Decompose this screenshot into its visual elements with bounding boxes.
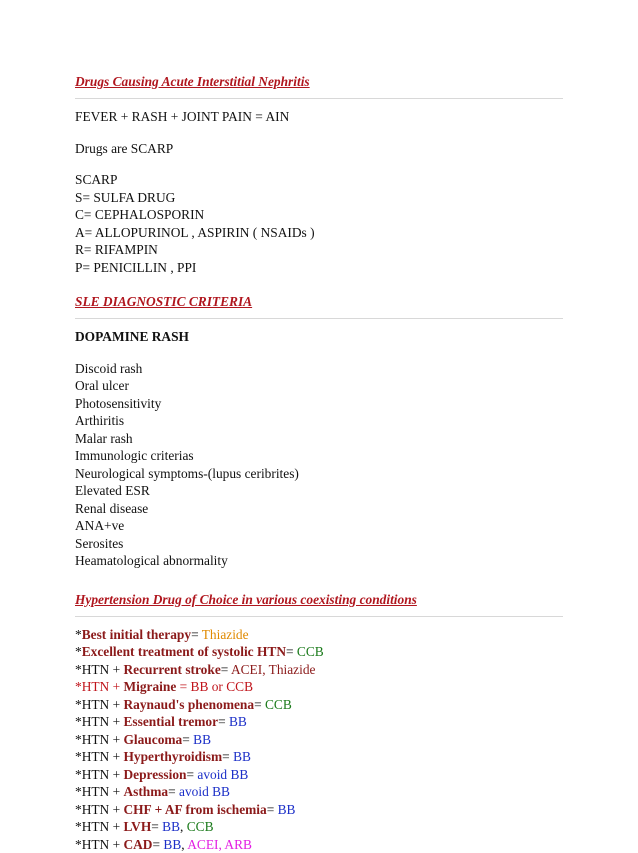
drug: BB (162, 819, 180, 834)
criteria-item: Malar rash (75, 430, 563, 448)
equals: = (222, 749, 233, 764)
drug: Thiazide (202, 627, 249, 642)
drug: BB (233, 749, 251, 764)
row-prefix: *HTN + (75, 819, 123, 834)
row-prefix: * (75, 644, 82, 659)
row-prefix: *HTN + (75, 679, 123, 694)
row-prefix: *HTN + (75, 802, 123, 817)
condition: Recurrent stroke (123, 662, 220, 677)
row-prefix: *HTN + (75, 662, 123, 677)
equals: = (186, 767, 197, 782)
drug: avoid BB (197, 767, 248, 782)
document-page (75, 74, 563, 853)
acronym-item: C= CEPHALOSPORIN (75, 206, 563, 224)
acronym-item: A= ALLOPURINOL , ASPIRIN ( NSAIDs ) (75, 224, 563, 242)
drug: BB (278, 802, 296, 817)
condition: LVH (123, 819, 151, 834)
condition: Asthma (123, 784, 168, 799)
criteria-item: Discoid rash (75, 360, 563, 378)
criteria-item: Heamatological abnormality (75, 552, 563, 570)
condition: Essential tremor (123, 714, 218, 729)
criteria-item: Renal disease (75, 500, 563, 518)
htn-row (75, 643, 563, 661)
section-heading-htn: Hypertension Drug of Choice in various coexisting conditions (75, 592, 563, 608)
equals: = (218, 714, 229, 729)
ain-intro: Drugs are SCARP (75, 140, 563, 158)
condition: Migraine (123, 679, 176, 694)
equals: = (151, 819, 162, 834)
condition: Raynaud's phenomena (123, 697, 254, 712)
htn-row (75, 801, 563, 819)
drug: ACEI, ARB (187, 837, 252, 852)
htn-row (75, 696, 563, 714)
equals: = (221, 662, 231, 677)
htn-row (75, 661, 563, 679)
condition: CAD (123, 837, 152, 852)
drug: BB or CCB (191, 679, 254, 694)
criteria-item: Elevated ESR (75, 482, 563, 500)
condition: CHF + AF from ischemia (123, 802, 266, 817)
equals: = (152, 837, 163, 852)
htn-row (75, 836, 563, 853)
drug: CCB (265, 697, 292, 712)
condition: Best initial therapy (82, 627, 191, 642)
row-prefix: *HTN + (75, 714, 123, 729)
acronym-item: S= SULFA DRUG (75, 189, 563, 207)
condition: Excellent treatment of systolic HTN (82, 644, 286, 659)
sle-mnemonic (75, 328, 563, 346)
ain-formula: FEVER + RASH + JOINT PAIN = AIN (75, 108, 563, 126)
separator: , (180, 819, 187, 834)
htn-row (75, 713, 563, 731)
drug: BB (229, 714, 247, 729)
equals: = (176, 679, 190, 694)
condition: Depression (123, 767, 186, 782)
criteria-item: Arthiritis (75, 412, 563, 430)
row-prefix: *HTN + (75, 697, 123, 712)
row-prefix: *HTN + (75, 749, 123, 764)
drug: CCB (187, 819, 214, 834)
acronym-title: SCARP (75, 171, 563, 189)
criteria-item: Neurological symptoms-(lupus ceribrites) (75, 465, 563, 483)
drug: avoid BB (179, 784, 230, 799)
htn-row (75, 678, 563, 696)
condition: Glaucoma (123, 732, 182, 747)
row-prefix: *HTN + (75, 784, 123, 799)
equals: = (168, 784, 179, 799)
equals: = (182, 732, 193, 747)
row-prefix: *HTN + (75, 767, 123, 782)
equals: = (286, 644, 297, 659)
htn-row (75, 783, 563, 801)
drug: BB (193, 732, 211, 747)
htn-row (75, 626, 563, 644)
criteria-item: Photosensitivity (75, 395, 563, 413)
row-prefix: * (75, 627, 82, 642)
criteria-item: ANA+ve (75, 517, 563, 535)
equals: = (267, 802, 278, 817)
criteria-item: Immunologic criterias (75, 447, 563, 465)
drug: ACEI, Thiazide (231, 662, 316, 677)
section-heading-ain: Drugs Causing Acute Interstitial Nephritis (75, 74, 563, 90)
separator: , (181, 837, 187, 852)
acronym-item: R= RIFAMPIN (75, 241, 563, 259)
drug: CCB (297, 644, 324, 659)
criteria-item: Serosites (75, 535, 563, 553)
htn-row (75, 818, 563, 836)
sle-mnemonic-text: DOPAMINE RASH (75, 329, 189, 344)
equals: = (191, 627, 202, 642)
equals: = (254, 697, 265, 712)
acronym-item: P= PENICILLIN , PPI (75, 259, 563, 277)
htn-row (75, 766, 563, 784)
condition: Hyperthyroidism (123, 749, 222, 764)
htn-row (75, 731, 563, 749)
row-prefix: *HTN + (75, 732, 123, 747)
row-prefix: *HTN + (75, 837, 123, 852)
section-heading-sle: SLE DIAGNOSTIC CRITERIA (75, 294, 563, 310)
drug: BB (163, 837, 181, 852)
htn-row (75, 748, 563, 766)
criteria-item: Oral ulcer (75, 377, 563, 395)
